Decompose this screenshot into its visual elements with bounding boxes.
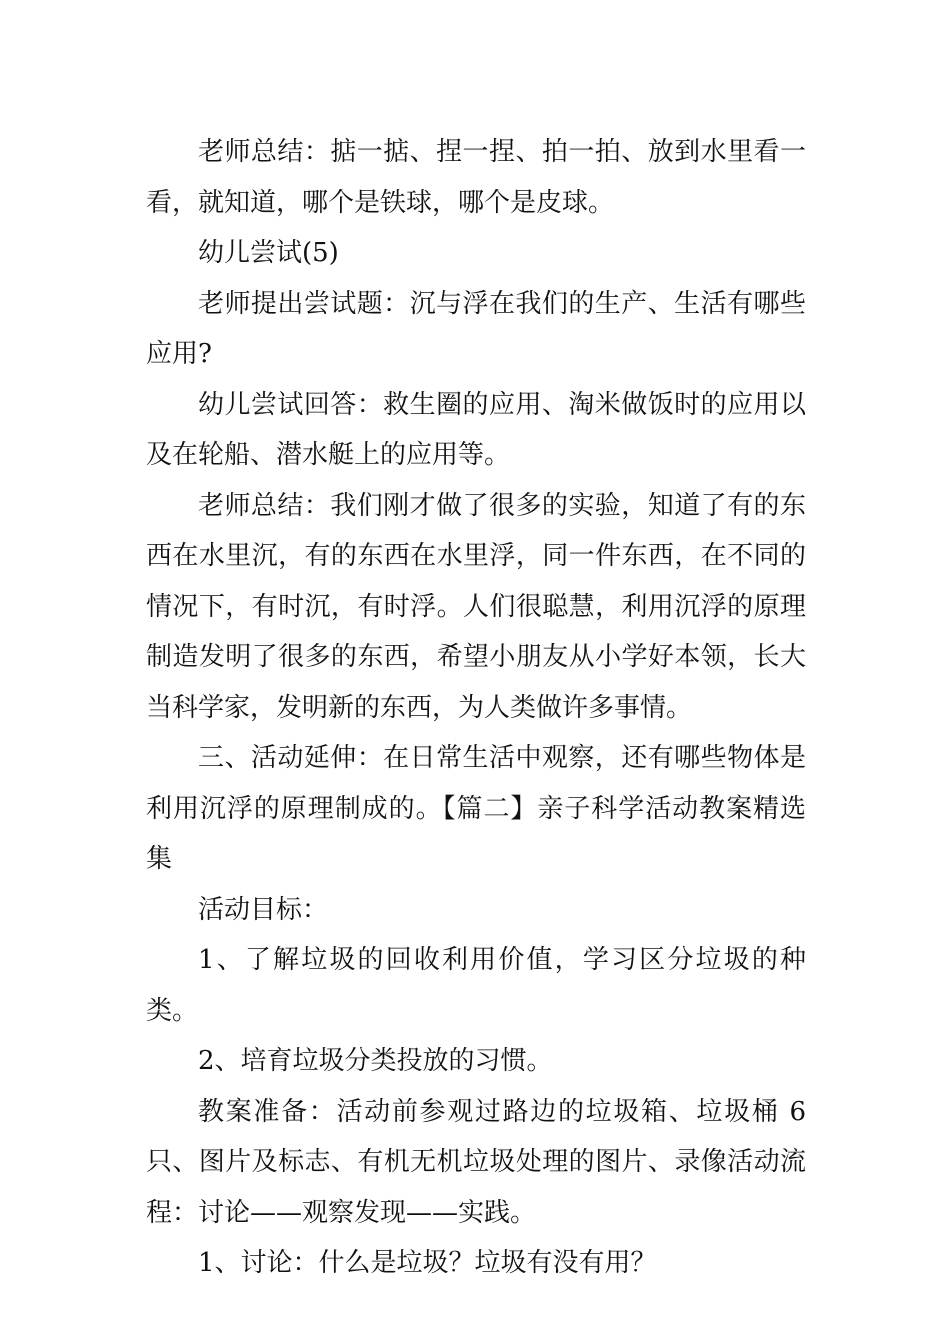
paragraph-child-answer: 幼儿尝试回答：救生圈的应用、淘米做饭时的应用以及在轮船、潜水艇上的应用等。 — [146, 389, 806, 470]
paragraph-teacher-summary-2: 老师总结：我们刚才做了很多的实验，知道了有的东西在水里沉，有的东西在水里浮，同一件东西，在不同的情况下，有时沉，有时浮。人们很聪慧，利用沉浮的原理制造发明了很多的东西，希望小朋友从小学好本领，长大当科学家，发明新的东西，为人类做许多事情。 — [146, 490, 806, 723]
paragraph-activity-extension: 三、活动延伸：在日常生活中观察，还有哪些物体是利用沉浮的原理制成的。【篇二】亲子科学活动教案精选集 — [146, 743, 806, 874]
paragraph-teacher-question: 老师提出尝试题：沉与浮在我们的生产、生活有哪些应用? — [146, 288, 806, 369]
paragraph-goal-2: 2、培育垃圾分类投放的习惯。 — [198, 1046, 553, 1076]
document-body — [146, 127, 806, 1289]
paragraph-lesson-preparation: 教案准备：活动前参观过路边的垃圾箱、垃圾桶 6 只、图片及标志、有机无机垃圾处理的图片、录像活动流程：讨论——观察发现——实践。 — [146, 1096, 806, 1228]
paragraph-teacher-summary-1: 老师总结：掂一掂、捏一捏、拍一拍、放到水里看一看，就知道，哪个是铁球，哪个是皮球。 — [146, 137, 806, 218]
paragraph-activity-goals-heading: 活动目标： — [198, 894, 329, 925]
paragraph-goal-1: 1、了解垃圾的回收利用价值，学习区分垃圾的种类。 — [146, 945, 806, 1026]
paragraph-child-attempt-heading: 幼儿尝试(5) — [198, 238, 339, 268]
paragraph-discussion: 1、讨论：什么是垃圾？垃圾有没有用？ — [198, 1248, 657, 1278]
